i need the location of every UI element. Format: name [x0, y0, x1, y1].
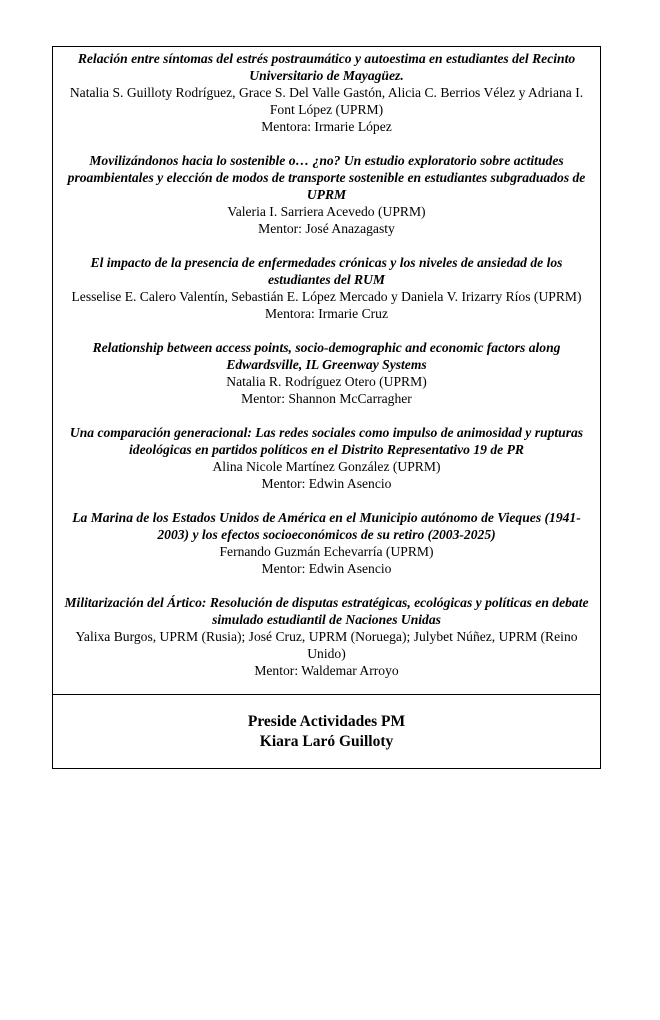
presentation-mentor: Mentor: Edwin Asencio: [261, 476, 392, 491]
presentation-authors: Natalia S. Guilloty Rodríguez, Grace S. Del Valle Gastón, Alicia C. Berrios Vélez y Adriana I. Font López (UPRM): [69, 85, 584, 117]
presentation-title: La Marina de los Estados Unidos de América en el Municipio autónomo de Vieques (1941-2003) y los efectos socioeconómicos de su retiro (2003-2025): [72, 510, 581, 542]
presentation-mentor: Mentor: Edwin Asencio: [261, 561, 392, 576]
presentation-entry-6: [63, 509, 590, 577]
presentation-entry-7: [63, 594, 590, 679]
presentation-mentor: Mentora: Irmarie López: [261, 119, 392, 134]
program-table: [52, 46, 601, 769]
presider-heading: Preside Actividades PM: [247, 713, 406, 730]
presentation-authors: Alina Nicole Martínez González (UPRM): [212, 459, 441, 474]
presentation-title: Una comparación generacional: Las redes sociales como impulso de animosidad y rupturas ideológicas en partidos políticos en el Distrito Representativo 19 de PR: [69, 425, 584, 457]
presentation-entry-2: [63, 152, 590, 237]
presentation-title: El impacto de la presencia de enfermedades crónicas y los niveles de ansiedad de los estudiantes del RUM: [90, 255, 563, 287]
presentation-authors: Yalixa Burgos, UPRM (Rusia); José Cruz, UPRM (Noruega); Julybet Núñez, UPRM (Reino Unido): [75, 629, 578, 661]
presentation-mentor: Mentora: Irmarie Cruz: [264, 306, 389, 321]
presentation-entry-3: [63, 254, 590, 322]
presentation-authors: Natalia R. Rodríguez Otero (UPRM): [226, 374, 427, 389]
presentation-mentor: Mentor: Waldemar Arroyo: [254, 663, 399, 678]
presentation-title: Movilizándonos hacia lo sostenible o… ¿no? Un estudio exploratorio sobre actitudes proambientales y elección de modos de transporte sostenible en estudiantes subgraduados de UPRM: [67, 153, 586, 202]
presentation-entry-5: [63, 424, 590, 492]
presentation-title: Relación entre síntomas del estrés postraumático y autoestima en estudiantes del Recinto Universitario de Mayagüez.: [77, 51, 576, 83]
presentation-title: Relationship between access points, socio-demographic and economic factors along Edwardsville, IL Greenway Systems: [92, 340, 561, 372]
presentation-mentor: Mentor: José Anazagasty: [258, 221, 395, 236]
presentation-authors: Fernando Guzmán Echevarría (UPRM): [219, 544, 434, 559]
presentation-entry-1: [63, 50, 590, 135]
presentation-entry-4: [63, 339, 590, 407]
presentation-mentor: Mentor: Shannon McCarragher: [241, 391, 412, 406]
presentation-authors: Valeria I. Sarriera Acevedo (UPRM): [227, 204, 426, 219]
presentation-title: Militarización del Ártico: Resolución de disputas estratégicas, ecológicas y políticas en debate simulado estudiantil de Naciones Unidas: [64, 595, 589, 627]
presentation-authors: Lesselise E. Calero Valentín, Sebastián E. López Mercado y Daniela V. Irizarry Ríos (UPRM): [71, 289, 582, 304]
presider-name: Kiara Laró Guilloty: [259, 733, 394, 750]
presider-cell: [53, 695, 600, 768]
presentations-cell: [53, 47, 600, 695]
